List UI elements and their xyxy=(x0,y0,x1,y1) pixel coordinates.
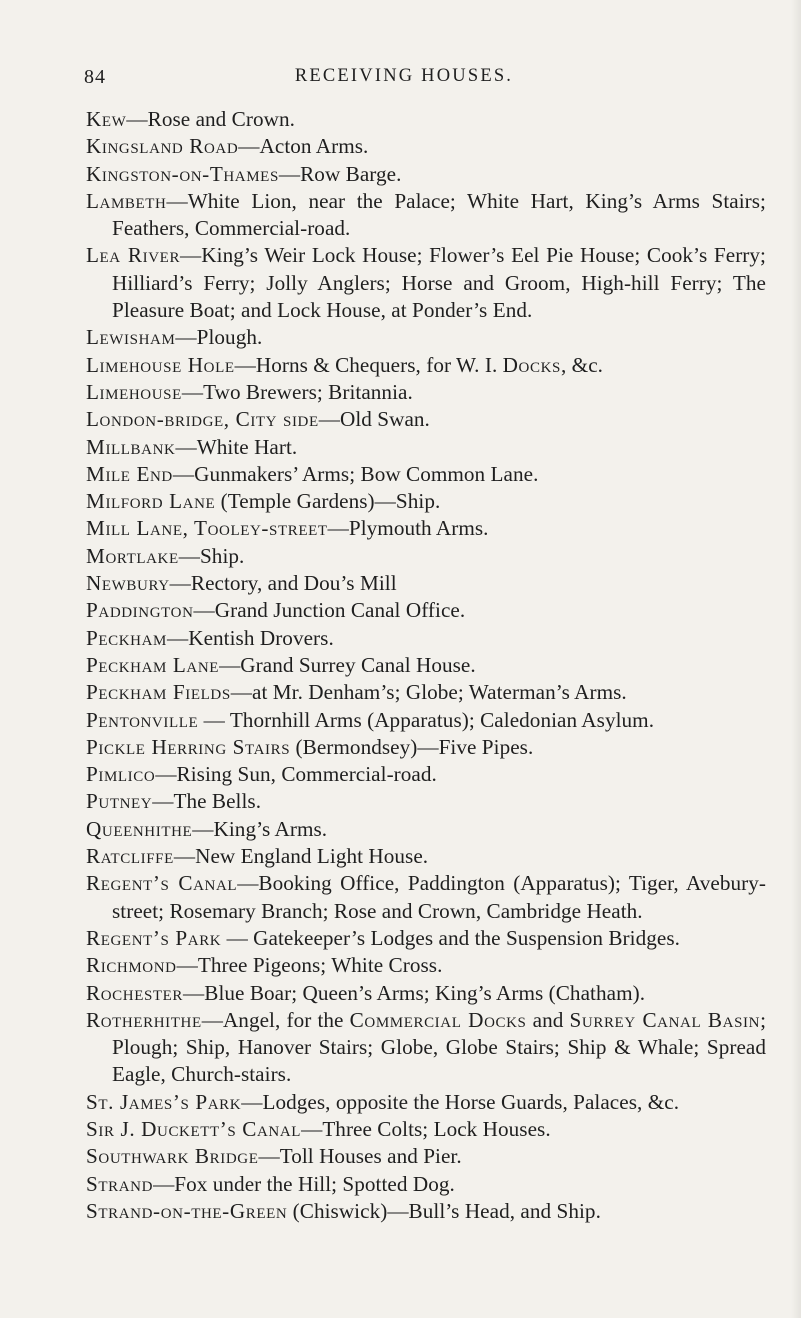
entry-place-name: Pickle Herring Stairs xyxy=(86,734,291,759)
entry-paragraph xyxy=(86,1198,766,1225)
entry-text: —Row Barge. xyxy=(278,161,402,186)
entry-text: —Fox under the Hill; Spotted Dog. xyxy=(153,1171,455,1196)
entry-paragraph xyxy=(86,788,766,815)
entry-place-name: Southwark Bridge xyxy=(86,1144,259,1169)
entry-text: —Grand Junction Canal Office. xyxy=(193,598,466,623)
entry-text: —King’s Weir Lock House; Flower’s Eel Pie House; Cook’s Ferry; Hilliard’s Ferry; Jolly Anglers; Horse and Groom, High-hill Ferry; The Pleasure Boat; and Lock House, at Ponder’s End. xyxy=(112,243,766,323)
entry-text: —Gunmakers’ Arms; Bow Common Lane. xyxy=(172,461,539,486)
entry-text: —Kentish Drovers. xyxy=(167,625,334,650)
entry-paragraph xyxy=(86,352,766,379)
entry-place-name: Limehouse xyxy=(86,379,182,404)
entry-paragraph xyxy=(86,597,766,624)
entry-text: (Bermondsey)—Five Pipes. xyxy=(290,734,534,759)
entry-place-name: Peckham Lane xyxy=(86,652,220,677)
entry-text: —White Hart. xyxy=(175,434,298,459)
entry-place-name: Pimlico xyxy=(86,762,156,787)
entry-place-name: Peckham xyxy=(86,625,167,650)
entry-paragraph xyxy=(86,570,766,597)
entry-text: —Toll Houses and Pier. xyxy=(258,1144,462,1169)
entry-paragraph xyxy=(86,1007,766,1089)
entry-small-caps-text: Surrey Canal Basin xyxy=(569,1007,761,1032)
entry-text: —Rising Sun, Commercial-road. xyxy=(155,762,437,787)
entry-place-name: Mile End xyxy=(86,461,173,486)
entry-small-caps-text: Commercial Docks xyxy=(349,1007,527,1032)
entry-paragraph xyxy=(86,734,766,761)
entry-text: —Plymouth Arms. xyxy=(327,516,489,541)
entry-paragraph xyxy=(86,324,766,351)
entry-text: ; Plough; Ship, Hanover Stairs; Globe, Globe Stairs; Ship & Whale; Spread Eagle, Church-stairs. xyxy=(112,1007,767,1087)
entry-place-name: Newbury xyxy=(86,571,170,596)
entry-paragraph xyxy=(86,761,766,788)
entry-paragraph xyxy=(86,1116,766,1143)
entry-text: —Plough. xyxy=(175,325,263,350)
entry-place-name: Richmond xyxy=(86,953,177,978)
entry-paragraph xyxy=(86,952,766,979)
entry-text: —Three Pigeons; White Cross. xyxy=(176,953,443,978)
entry-text: —New England Light House. xyxy=(173,844,429,869)
entry-place-name: Rotherhithe xyxy=(86,1007,202,1032)
entry-text: —Horns & Chequers, for W. I. xyxy=(234,352,503,377)
entry-paragraph xyxy=(86,106,766,133)
entry-place-name: Regent’s Park xyxy=(86,925,222,950)
entry-text: —at Mr. Denham’s; Globe; Waterman’s Arms. xyxy=(230,680,627,705)
entry-text: , &c. xyxy=(560,352,603,377)
entry-paragraph xyxy=(86,543,766,570)
entry-place-name: Strand xyxy=(86,1171,154,1196)
entry-place-name: Lambeth xyxy=(86,188,167,213)
entry-text: and xyxy=(526,1007,570,1032)
entry-text: —Acton Arms. xyxy=(238,134,369,159)
entry-place-name: Kew xyxy=(86,107,127,131)
entry-text: —Ship. xyxy=(178,543,245,568)
entry-place-name: Mortlake xyxy=(86,543,179,568)
entry-text: (Temple Gardens)—Ship. xyxy=(215,489,441,514)
entry-text: —Booking Office, Paddington (Apparatus); Tiger, Avebury-street; Rosemary Branch; Rose and Crown, Cambridge Heath. xyxy=(112,871,766,923)
entry-paragraph xyxy=(86,1143,766,1170)
entry-small-caps-text: Docks xyxy=(502,352,561,377)
entry-place-name: Ratcliffe xyxy=(86,844,174,869)
page-number: 84 xyxy=(84,66,106,88)
entry-text: —Three Colts; Lock Houses. xyxy=(301,1116,551,1141)
entry-place-name: Kingsland Road xyxy=(86,134,239,159)
entry-paragraph xyxy=(86,980,766,1007)
entry-paragraph xyxy=(86,161,766,188)
entry-paragraph xyxy=(86,434,766,461)
entry-place-name: Pentonville xyxy=(86,707,199,732)
entry-place-name: Limehouse Hole xyxy=(86,352,235,377)
entry-text: —White Lion, near the Palace; White Hart, King’s Arms Stairs; Feathers, Commercial-road. xyxy=(112,188,766,241)
entry-paragraph xyxy=(86,461,766,488)
entry-text: — Gatekeeper’s Lodges and the Suspension Bridges. xyxy=(221,925,680,950)
entry-list xyxy=(86,106,766,1225)
entry-text: —Grand Surrey Canal House. xyxy=(219,652,476,677)
entry-place-name: Lewisham xyxy=(86,325,176,350)
entry-text: (Chiswick)—Bull’s Head, and Ship. xyxy=(287,1198,601,1223)
entry-place-name: Putney xyxy=(86,789,153,814)
entry-text: —Angel, for the xyxy=(201,1007,350,1032)
entry-paragraph xyxy=(86,1089,766,1116)
entry-paragraph xyxy=(86,515,766,542)
page-header xyxy=(84,66,724,94)
entry-place-name: Queenhithe xyxy=(86,816,193,841)
entry-text: —The Bells. xyxy=(152,789,262,814)
entry-paragraph xyxy=(86,870,766,925)
entry-text: — Thornhill Arms (Apparatus); Caledonian Asylum. xyxy=(198,707,655,732)
entry-text: —King’s Arms. xyxy=(192,816,328,841)
running-head: RECEIVING HOUSES. xyxy=(294,66,514,86)
entry-place-name: Sir J. Duckett’s Canal xyxy=(86,1116,302,1141)
entry-paragraph xyxy=(86,652,766,679)
entry-paragraph xyxy=(86,133,766,160)
entry-text: —Lodges, opposite the Horse Guards, Palaces, &c. xyxy=(241,1089,680,1114)
entry-place-name: St. James’s Park xyxy=(86,1089,242,1114)
entry-paragraph xyxy=(86,406,766,433)
entry-place-name: Mill Lane, Tooley-street xyxy=(86,516,328,541)
entry-paragraph xyxy=(86,188,766,243)
entry-text: —Old Swan. xyxy=(318,407,430,432)
entry-place-name: Lea River xyxy=(86,243,181,268)
entry-paragraph xyxy=(86,679,766,706)
entry-paragraph xyxy=(86,707,766,734)
entry-text: —Blue Boar; Queen’s Arms; King’s Arms (Chatham). xyxy=(183,980,646,1005)
entry-place-name: Kingston-on-Thames xyxy=(86,161,279,186)
entry-place-name: Peckham Fields xyxy=(86,680,231,705)
entry-place-name: London-bridge, City side xyxy=(86,407,319,432)
page-edge-shadow xyxy=(791,0,801,1318)
entry-text: —Two Brewers; Britannia. xyxy=(181,379,413,404)
entry-paragraph xyxy=(86,843,766,870)
entry-paragraph xyxy=(86,925,766,952)
entry-place-name: Millbank xyxy=(86,434,176,459)
entry-place-name: Milford Lane xyxy=(86,489,216,514)
entry-text: —Rose and Crown. xyxy=(126,107,295,131)
entry-place-name: Rochester xyxy=(86,980,184,1005)
entry-text: —Rectory, and Dou’s Mill xyxy=(169,571,397,596)
entry-paragraph xyxy=(86,242,766,324)
entry-place-name: Paddington xyxy=(86,598,194,623)
entry-paragraph xyxy=(86,1171,766,1198)
entry-paragraph xyxy=(86,625,766,652)
entry-place-name: Regent’s Canal xyxy=(86,871,238,896)
entry-place-name: Strand-on-the-Green xyxy=(86,1198,288,1223)
entry-paragraph xyxy=(86,488,766,515)
entry-paragraph xyxy=(86,379,766,406)
entry-paragraph xyxy=(86,816,766,843)
